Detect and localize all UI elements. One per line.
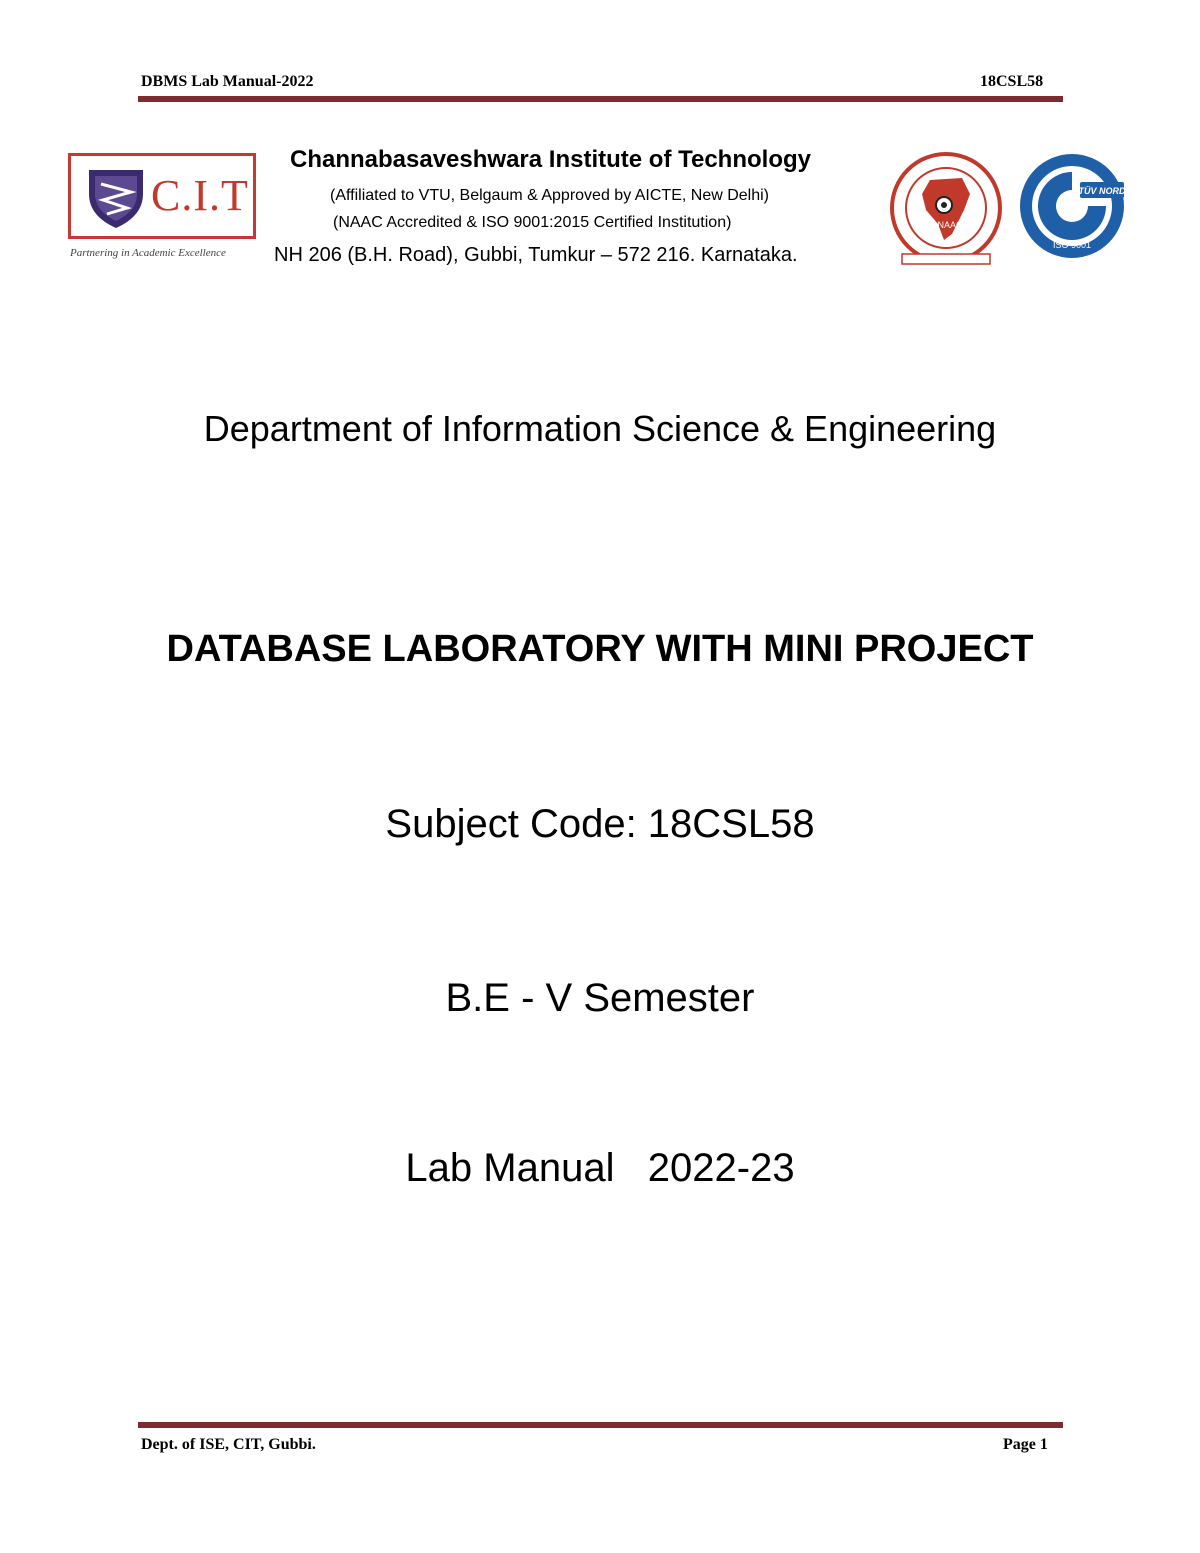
footer-dept: Dept. of ISE, CIT, Gubbi. — [141, 1436, 316, 1453]
cit-logo-text: C.I.T — [151, 171, 249, 220]
page-number: Page 1 — [1003, 1436, 1048, 1453]
footer-rule — [138, 1422, 1063, 1428]
header-code: 18CSL58 — [980, 73, 1044, 90]
tuv-nord-iso-icon — [1018, 152, 1126, 260]
department-title: Department of Information Science & Engineering — [203, 408, 997, 449]
cit-logo — [68, 153, 256, 239]
subject-code: Subject Code: 18CSL58 — [385, 802, 815, 846]
header-rule — [138, 96, 1063, 102]
semester: B.E - V Semester — [445, 976, 755, 1020]
naac-seal-icon — [882, 150, 1010, 270]
institute-address: NH 206 (B.H. Road), Gubbi, Tumkur – 572 216. Karnataka. — [274, 244, 798, 266]
naac-label: NAAC — [937, 220, 963, 230]
institute-name: Channabasaveshwara Institute of Technology — [290, 146, 811, 173]
iso-label: ISO 9001 — [1052, 240, 1092, 250]
institute-accreditation: (NAAC Accredited & ISO 9001:2015 Certified Institution) — [333, 214, 732, 231]
tuv-label: TÜV NORD — [1078, 186, 1126, 196]
course-title: DATABASE LABORATORY WITH MINI PROJECT — [166, 628, 1034, 670]
lab-manual-year: Lab Manual 2022-23 — [405, 1146, 795, 1190]
header-title: DBMS Lab Manual-2022 — [141, 73, 314, 90]
cit-shield-icon — [85, 164, 147, 230]
cit-tagline: Partnering in Academic Excellence — [70, 247, 226, 259]
institute-affiliation: (Affiliated to VTU, Belgaum & Approved by AICTE, New Delhi) — [330, 187, 770, 204]
